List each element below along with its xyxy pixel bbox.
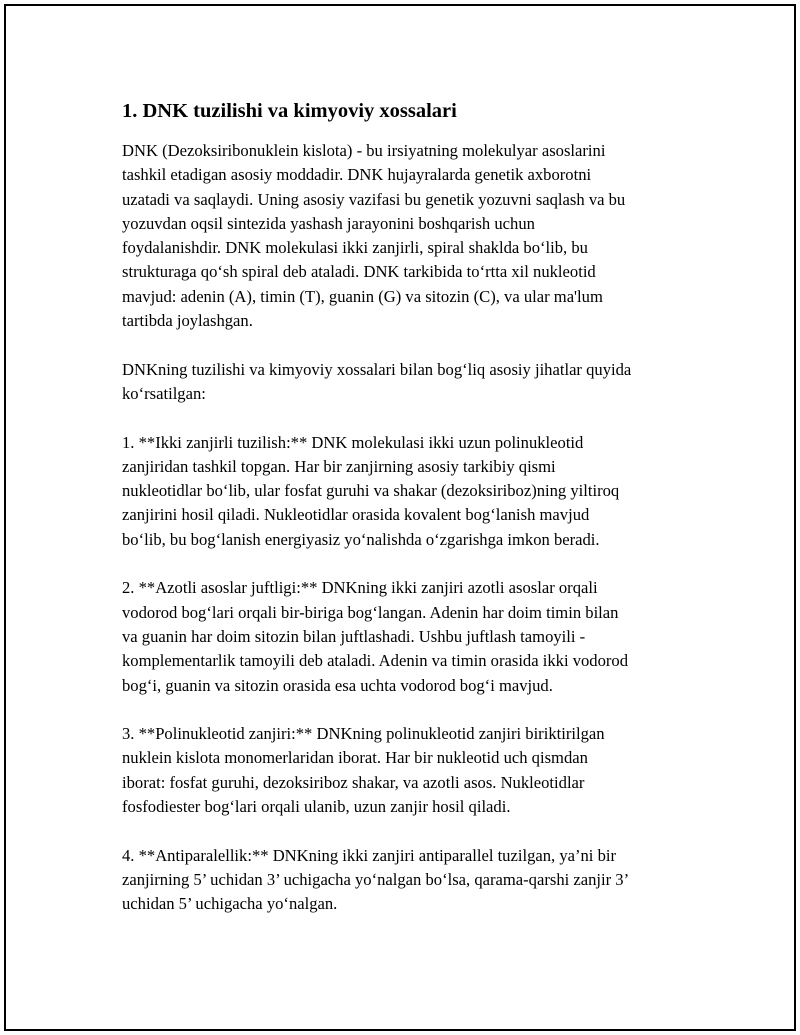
text-line: bo‘lib, bu bog‘lanish energiyasiz yo‘nalishda o‘zgarishga imkon beradi.: [122, 529, 600, 549]
text-line: fosfodiester bog‘lari orqali ulanib, uzun zanjir hosil qiladi.: [122, 797, 511, 817]
text-line: nukleotidlar bo‘lib, ular fosfat guruhi va shakar (dezoksiriboz)ning yiltiroq: [122, 481, 620, 501]
text-line: DNK (Dezoksiribonuklein kislota) - bu irsiyatning molekulyar asoslarini: [122, 141, 606, 160]
paragraph-point-2: [122, 576, 702, 697]
text-line: 3. **Polinukleotid zanjiri:** DNKning polinukleotid zanjiri biriktirilgan: [122, 724, 605, 744]
text-line: DNKning tuzilishi va kimyoviy xossalari bilan bog‘liq asosiy jihatlar quyida: [122, 359, 632, 379]
text-line: uzatadi va saqlaydi. Uning asosiy vazifasi bu genetik yozuvni saqlash va bu: [122, 189, 626, 209]
paragraph-overview: [122, 358, 702, 407]
paragraph-point-1: [122, 431, 702, 552]
page-frame: [4, 4, 796, 1031]
text-line: zanjirning 5’ uchidan 3’ uchigacha yo‘nalgan bo‘lsa, qarama-qarshi zanjir 3’: [122, 869, 630, 889]
text-line: nuklein kislota monomerlaridan iborat. Har bir nukleotid uch qismdan: [122, 748, 588, 768]
text-line: uchidan 5’ uchigacha yo‘nalgan.: [122, 894, 338, 914]
text-line: komplementarlik tamoyili deb ataladi. Adenin va timin orasida ikki vodorod: [122, 651, 629, 671]
text-line: zanjiridan tashkil topgan. Har bir zanjirning asosiy tarkibiy qismi: [122, 456, 556, 476]
text-line: zanjirini hosil qiladi. Nukleotidlar orasida kovalent bog‘lanish mavjud: [122, 505, 590, 525]
text-line: foydalanishdir. DNK molekulasi ikki zanjirli, spiral shaklda bo‘lib, bu: [122, 238, 588, 258]
text-line: strukturaga qo‘sh spiral deb ataladi. DNK tarkibida to‘rtta xil nukleotid: [122, 262, 596, 282]
paragraph-point-3: [122, 722, 702, 819]
text-line: vodorod bog‘lari orqali bir-biriga bog‘langan. Adenin har doim timin bilan: [122, 602, 619, 622]
text-line: 4. **Antiparalellik:** DNKning ikki zanjiri antiparallel tuzilgan, ya’ni bir: [122, 845, 616, 865]
paragraph-point-4: [122, 844, 702, 917]
document-body: [122, 98, 702, 941]
text-line: yozuvdan oqsil sintezida yashash jarayonini boshqarish uchun: [122, 213, 535, 233]
section-heading: 1. DNK tuzilishi va kimyoviy xossalari: [122, 100, 457, 122]
text-line: 1. **Ikki zanjirli tuzilish:** DNK molekulasi ikki uzun polinukleotid: [122, 432, 584, 452]
text-line: ko‘rsatilgan:: [122, 383, 206, 403]
text-line: tashkil etadigan asosiy moddadir. DNK hujayralarda genetik axborotni: [122, 165, 592, 185]
paragraph-intro: [122, 139, 702, 333]
text-line: iborat: fosfat guruhi, dezoksiriboz shakar, va azotli asos. Nukleotidlar: [122, 772, 585, 792]
text-line: 2. **Azotli asoslar juftligi:** DNKning ikki zanjiri azotli asoslar orqali: [122, 578, 598, 598]
text-line: tartibda joylashgan.: [122, 311, 253, 331]
text-line: bog‘i, guanin va sitozin orasida esa uchta vodorod bog‘i mavjud.: [122, 675, 553, 695]
text-line: mavjud: adenin (A), timin (T), guanin (G) va sitozin (C), va ular ma'lum: [122, 286, 603, 306]
text-line: va guanin har doim sitozin bilan juftlashadi. Ushbu juftlash tamoyili -: [122, 626, 586, 646]
